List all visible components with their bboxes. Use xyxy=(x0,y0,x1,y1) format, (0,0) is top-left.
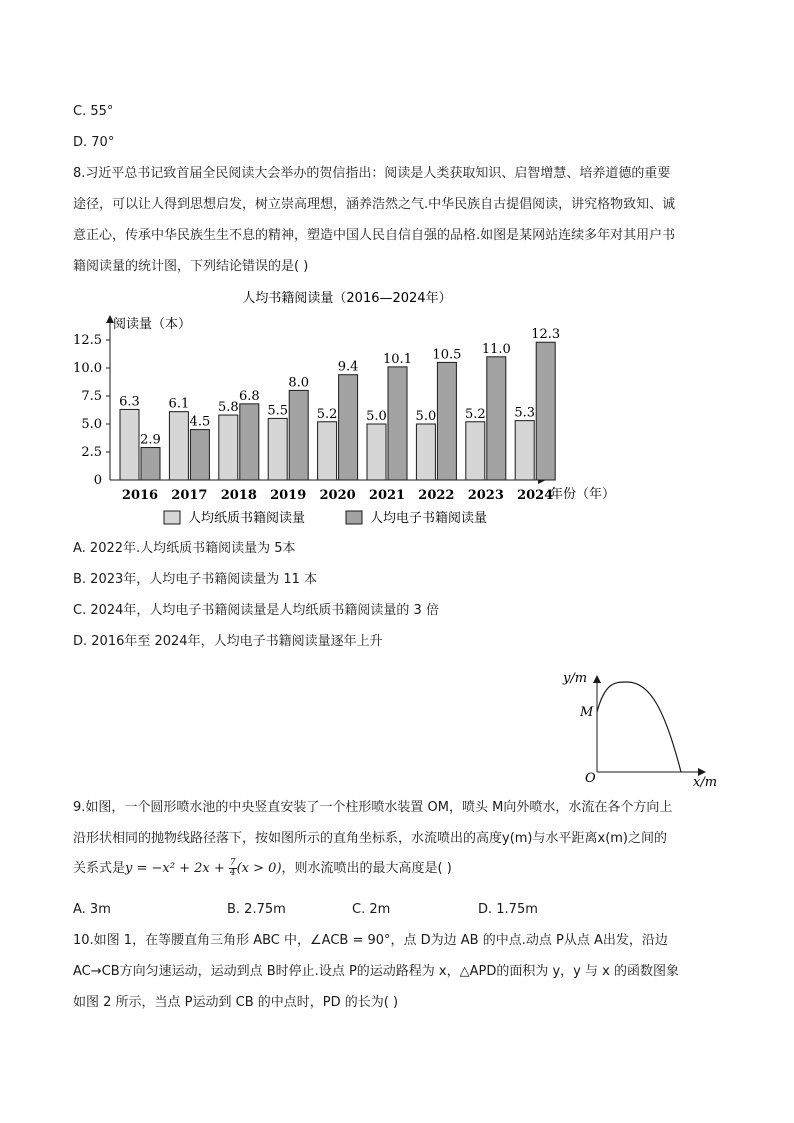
q10-stem-line2: AC→CB方向匀速运动，运动到点 B时停止.设点 P的运动路程为 x，△APD的面积为 y，y 与 x 的函数图象 xyxy=(73,964,679,979)
bar-value-label: 9.4 xyxy=(337,359,359,375)
bar-value-label: 2.9 xyxy=(140,432,161,448)
bar-ebook-2020 xyxy=(339,375,358,480)
bar-ebook-2016 xyxy=(141,448,160,480)
q9-rel-suffix: ，则水流喷出的最大高度是( ) xyxy=(281,861,452,876)
chart-title: 人均书籍阅读量（2016—2024年） xyxy=(242,291,452,306)
bar-ebook-2018 xyxy=(240,404,259,480)
bar-paper-2016 xyxy=(120,409,139,480)
q9-stem-line3 xyxy=(73,858,452,880)
q8-stem-line4: 籍阅读量的统计图，下列结论错误的是( ) xyxy=(73,259,309,274)
chart-bars xyxy=(119,327,560,480)
bar-value-label: 10.1 xyxy=(383,351,412,367)
x-tick-label: 2023 xyxy=(467,488,504,503)
chart-legend xyxy=(164,510,487,526)
bar-paper-2023 xyxy=(466,422,485,480)
q8-option-b: B. 2023年，人均电子书籍阅读量为 11 本 xyxy=(73,572,318,587)
bar-value-label: 12.3 xyxy=(531,327,561,343)
bar-ebook-2017 xyxy=(190,430,209,480)
x-tick-label: 2017 xyxy=(171,488,208,503)
bar-value-label: 10.5 xyxy=(432,347,462,363)
q8-stem-line3: 意正心，传承中华民族生生不息的精神，塑造中国人民自信自强的品格.如图是某网站连续多年对其用户书 xyxy=(73,228,676,243)
figure-x-label: x/m xyxy=(693,775,718,790)
bar-paper-2017 xyxy=(169,412,188,480)
bar-value-label: 5.2 xyxy=(464,406,486,422)
bar-value-label: 11.0 xyxy=(481,341,511,357)
y-tick-label: 12.5 xyxy=(73,333,102,348)
bar-paper-2020 xyxy=(318,422,337,480)
chart-y-ticks xyxy=(73,333,110,488)
bar-paper-2024 xyxy=(515,421,534,480)
bar-paper-2021 xyxy=(367,424,386,480)
figure-y-label: y/m xyxy=(563,671,588,686)
bar-value-label: 6.3 xyxy=(119,394,140,410)
legend-swatch xyxy=(346,511,362,524)
bar-value-label: 8.0 xyxy=(288,375,310,391)
q8-option-d: D. 2016年至 2024年，人均电子书籍阅读量逐年上升 xyxy=(73,634,383,649)
figure-origin: O xyxy=(585,771,596,786)
x-tick-label: 2021 xyxy=(368,488,406,503)
q8-option-c: C. 2024年，人均电子书籍阅读量是人均纸质书籍阅读量的 3 倍 xyxy=(73,603,439,618)
q9-option-b: B. 2.75m xyxy=(227,902,286,917)
y-tick-label: 7.5 xyxy=(81,389,102,404)
q9-formula-left: y = −x² + 2x + xyxy=(125,861,229,876)
chart-x-ticks xyxy=(122,488,553,503)
q8-stem-line1: 8.习近平总书记致首届全民阅读大会举办的贺信指出：阅读是人类获取知识、启智增慧、培养道德的重要 xyxy=(73,166,671,181)
chart-x-axis-label: 年份（年） xyxy=(550,487,616,502)
bar-value-label: 6.8 xyxy=(238,388,260,404)
figure-point-m: M xyxy=(580,705,594,720)
bar-value-label: 5.3 xyxy=(514,405,536,421)
x-tick-label: 2020 xyxy=(319,488,356,503)
q9-fraction xyxy=(229,859,237,878)
q9-option-a: A. 3m xyxy=(73,902,111,917)
q9-fraction-den: 4 xyxy=(229,868,236,878)
q9-stem-line1: 9.如图，一个圆形喷水池的中央竖直安装了一个柱形喷水装置 OM，喷头 M向外喷水，水流在各个方向上 xyxy=(73,800,673,815)
q10-stem-line3: 如图 2 所示，当点 P运动到 CB 的中点时，PD 的长为( ) xyxy=(73,995,399,1010)
bar-value-label: 5.0 xyxy=(415,409,437,424)
q9-fraction-num: 7 xyxy=(229,858,236,868)
q10-stem-line1: 10.如图 1，在等腰直角三角形 ABC 中，∠ACB = 90°，点 D为边 AB 的中点.动点 P从点 A出发，沿边 xyxy=(73,933,668,948)
bar-ebook-2023 xyxy=(487,357,506,480)
y-tick-label: 0 xyxy=(93,473,102,488)
q8-stem-line2: 途径，可以让人得到思想启发，树立崇高理想，涵养浩然之气.中华民族自古提倡阅读，讲究格物致知、诚 xyxy=(73,197,676,212)
q9-stem-line2: 沿形状相同的抛物线路径落下，按如图所示的直角坐标系，水流喷出的高度y(m)与水平距离x(m)之间的 xyxy=(73,831,668,846)
bar-value-label: 5.5 xyxy=(267,403,289,419)
bar-value-label: 4.5 xyxy=(189,414,211,430)
q9-option-c: C. 2m xyxy=(352,902,391,917)
chart-y-axis-label: 阅读量（本） xyxy=(113,317,192,332)
legend-swatch xyxy=(164,511,180,524)
bar-value-label: 6.1 xyxy=(168,396,190,412)
bar-ebook-2024 xyxy=(536,342,555,480)
bar-paper-2019 xyxy=(268,418,287,480)
x-tick-label: 2019 xyxy=(270,488,307,503)
legend-label: 人均电子书籍阅读量 xyxy=(370,511,488,526)
q9-rel-prefix: 关系式是 xyxy=(73,861,126,876)
reading-bar-chart xyxy=(60,284,640,534)
legend-label: 人均纸质书籍阅读量 xyxy=(188,511,306,526)
x-tick-label: 2016 xyxy=(121,488,159,503)
bar-value-label: 5.0 xyxy=(366,409,387,424)
bar-ebook-2022 xyxy=(437,362,456,480)
x-tick-label: 2022 xyxy=(418,488,455,503)
x-tick-label: 2024 xyxy=(517,488,554,503)
bar-paper-2022 xyxy=(416,424,435,480)
bar-ebook-2019 xyxy=(289,390,308,480)
y-tick-label: 10.0 xyxy=(73,361,102,376)
x-tick-label: 2018 xyxy=(220,488,257,503)
q8-option-a: A. 2022年.人均纸质书籍阅读量为 5本 xyxy=(73,541,296,556)
parabola-figure xyxy=(555,660,730,790)
q9-option-d: D. 1.75m xyxy=(478,902,538,917)
q9-formula-right: (x > 0) xyxy=(236,861,282,876)
q7-option-d: D. 70° xyxy=(73,135,115,150)
y-tick-label: 2.5 xyxy=(81,445,102,460)
parabola-curve xyxy=(597,682,681,772)
q7-option-c: C. 55° xyxy=(73,104,114,119)
bar-paper-2018 xyxy=(219,415,238,480)
bar-value-label: 5.2 xyxy=(316,406,338,422)
bar-ebook-2021 xyxy=(388,367,407,480)
y-tick-label: 5.0 xyxy=(81,417,102,432)
bar-value-label: 5.8 xyxy=(217,400,239,416)
